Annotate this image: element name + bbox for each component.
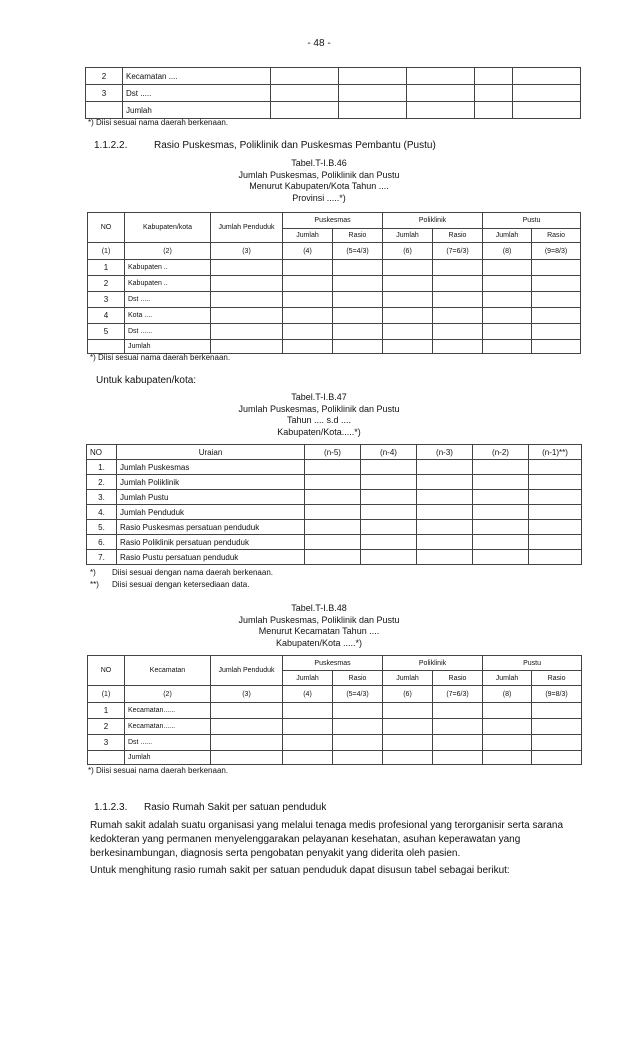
cell-empty [211,324,283,340]
table46-note: *) Diisi sesuai nama daerah berkenaan. [90,353,231,362]
cell-empty [417,475,473,490]
cell-no: 3. [87,490,117,505]
cell-no: 7. [87,550,117,565]
cell-empty [532,260,581,276]
caption-line: Kabupaten/Kota.....*) [277,426,361,437]
cell-empty [383,340,433,354]
cell-label: Kecamatan...... [125,719,211,735]
cell-empty [383,751,433,765]
col-sub: Rasio [333,229,383,243]
cell-empty [333,324,383,340]
cell-empty [483,719,532,735]
cell-empty [383,735,433,751]
cell-empty [529,505,582,520]
table47-body [87,460,582,565]
col-sub: Rasio [532,229,581,243]
section-number: 1.1.2.2. [94,140,128,151]
col-group-poliklinik: Poliklinik [383,213,483,229]
col-group-poliklinik: Poliklinik [383,656,483,671]
caption-line: Kabupaten/Kota .....*) [275,637,363,648]
cell-empty [333,735,383,751]
col-year: (n-4) [361,445,417,460]
caption-line: Tabel.T-I.B.46 [291,158,347,168]
cell-empty [513,85,581,102]
cell-empty [483,751,532,765]
table-row [87,520,582,535]
cell-no: 2 [88,719,125,735]
cell-empty [361,535,417,550]
cell-empty [333,308,383,324]
col-index: (2) [125,686,211,703]
table-row [88,719,582,735]
col-index: (2) [125,243,211,260]
cell-label: Kabupaten .. [125,260,211,276]
cell-empty [333,703,383,719]
cell-empty [383,308,433,324]
table-row [88,735,582,751]
cell-empty [433,751,483,765]
table-row [88,703,582,719]
cell-empty [529,520,582,535]
cell-no: 3 [88,735,125,751]
col-sub: Rasio [333,671,383,686]
col-year: (n-5) [305,445,361,460]
cell-no: 4. [87,505,117,520]
cell-empty [361,505,417,520]
table-row [88,751,582,765]
index-row [88,686,582,703]
cell-empty [271,85,339,102]
cell-label: Jumlah Penduduk [117,505,305,520]
cell-empty [532,324,581,340]
cell-empty [211,735,283,751]
cell-empty [211,751,283,765]
col-description: Uraian [117,445,305,460]
col-index: (9=8/3) [532,243,581,260]
cell-empty [473,460,529,475]
cell-empty [283,308,333,324]
cell-label: Jumlah Pustu [117,490,305,505]
cell-empty [433,308,483,324]
table-row [88,340,581,354]
cell-no: 1 [88,260,125,276]
cell-label: Jumlah [123,102,271,119]
cell-label: Dst ..... [125,292,211,308]
table48 [87,655,582,765]
col-index: (4) [283,686,333,703]
table-continued [85,67,581,119]
col-index: (7=6/3) [433,686,483,703]
cell-empty [433,703,483,719]
cell-empty [383,324,433,340]
cell-empty [305,490,361,505]
col-region: Kecamatan [125,656,211,686]
cell-empty [433,735,483,751]
cell-empty [211,292,283,308]
cell-label: Rasio Pustu persatuan penduduk [117,550,305,565]
cell-empty [283,292,333,308]
cell-label: Kecamatan...... [125,703,211,719]
caption-line: Provinsi .....*) [292,192,346,203]
cell-label: Jumlah [125,751,211,765]
col-index: (6) [383,686,433,703]
cell-empty [532,703,582,719]
cell-empty [283,703,333,719]
cell-empty [339,102,407,119]
col-sub: Rasio [532,671,582,686]
cell-empty [383,292,433,308]
col-sub: Jumlah [383,671,433,686]
col-region: Kabupaten/kota [125,213,211,243]
cell-empty [433,340,483,354]
table48-body [88,703,582,765]
cell-empty [339,85,407,102]
cell-label: Dst ..... [123,85,271,102]
cell-empty [211,703,283,719]
subhead: Untuk kabupaten/kota: [96,375,197,386]
cell-empty [407,102,475,119]
cell-empty [333,719,383,735]
cell-empty [305,460,361,475]
cell-empty [475,85,513,102]
cell-empty [475,68,513,85]
col-sub: Jumlah [283,229,333,243]
section-title: Rasio Puskesmas, Poliklinik dan Puskesmas Pembantu (Pustu) [154,140,436,151]
table-row [87,460,582,475]
cell-empty [433,719,483,735]
cell-label: Rasio Puskesmas persatuan penduduk [117,520,305,535]
col-sub: Jumlah [483,671,532,686]
cell-empty [417,490,473,505]
cell-empty [417,550,473,565]
cell-empty [433,292,483,308]
col-index: (5=4/3) [333,686,383,703]
cell-no [88,340,125,354]
cell-empty [305,550,361,565]
cell-empty [283,324,333,340]
table46-caption [0,158,638,204]
cell-empty [483,324,532,340]
cell-empty [513,102,581,119]
cell-empty [283,751,333,765]
col-index: (8) [483,686,532,703]
cell-empty [361,520,417,535]
caption-line: Tahun .... s.d .... [286,415,352,425]
cell-label: Kecamatan .... [123,68,271,85]
cell-label: Jumlah Poliklinik [117,475,305,490]
cell-empty [333,340,383,354]
index-row [88,243,581,260]
table48-note: *) Diisi sesuai nama daerah berkenaan. [88,766,229,775]
table-continued-body [86,68,581,119]
cell-empty [361,550,417,565]
cell-empty [361,475,417,490]
cell-no [88,751,125,765]
cell-no: 1. [87,460,117,475]
table46 [87,212,581,354]
cell-empty [532,719,582,735]
table-row [87,505,582,520]
cell-empty [483,276,532,292]
cell-empty [417,505,473,520]
col-index: (3) [211,243,283,260]
col-no: NO [88,656,125,686]
cell-label: Rasio Poliklinik persatuan penduduk [117,535,305,550]
cell-empty [383,260,433,276]
cell-empty [283,260,333,276]
caption-line: Tabel.T-I.B.47 [291,392,347,402]
cell-empty [383,719,433,735]
table47-note-2 [90,580,249,589]
cell-empty [283,340,333,354]
cell-empty [305,505,361,520]
col-index: (6) [383,243,433,260]
table-row [86,102,581,119]
cell-empty [383,276,433,292]
cell-empty [271,102,339,119]
col-index: (9=8/3) [532,686,582,703]
cell-empty [513,68,581,85]
cell-empty [211,340,283,354]
cell-no: 2 [86,68,123,85]
cell-empty [532,735,582,751]
table-continued-note: *) Diisi sesuai nama daerah berkenaan. [88,118,229,127]
cell-no: 5. [87,520,117,535]
col-year: (n-1)**) [529,445,582,460]
section-number: 1.1.2.3. [94,802,128,813]
cell-empty [529,475,582,490]
cell-no: 6. [87,535,117,550]
col-index: (1) [88,686,125,703]
caption-line: Menurut Kabupaten/Kota Tahun .... [249,181,389,191]
cell-empty [433,324,483,340]
cell-empty [433,276,483,292]
caption-line: Tabel.T-I.B.48 [291,603,347,613]
cell-empty [407,85,475,102]
cell-empty [529,550,582,565]
cell-empty [333,276,383,292]
cell-empty [532,340,581,354]
section-title: Rasio Rumah Sakit per satuan penduduk [144,802,327,813]
cell-empty [211,308,283,324]
cell-no [86,102,123,119]
table46-body [88,260,581,354]
cell-empty [433,260,483,276]
table47-caption [0,392,638,438]
table-row [88,324,581,340]
table-row [87,550,582,565]
cell-empty [473,490,529,505]
cell-empty [283,719,333,735]
cell-empty [483,703,532,719]
cell-empty [473,535,529,550]
table47-note-1 [90,568,273,577]
cell-empty [283,276,333,292]
cell-empty [211,260,283,276]
note-text: Diisi sesuai dengan ketersediaan data. [112,580,250,589]
col-sub: Rasio [433,229,483,243]
cell-label: Jumlah [125,340,211,354]
col-no: NO [88,213,125,243]
cell-empty [483,308,532,324]
cell-empty [339,68,407,85]
note-mark: *) [90,568,96,577]
cell-empty [305,520,361,535]
cell-empty [475,102,513,119]
table48-caption [0,603,638,649]
col-no: NO [87,445,117,460]
cell-empty [483,260,532,276]
col-group-pustu: Pustu [483,656,582,671]
col-index: (5=4/3) [333,243,383,260]
cell-empty [473,520,529,535]
cell-empty [333,751,383,765]
cell-no: 2 [88,276,125,292]
cell-empty [333,260,383,276]
col-sub: Jumlah [483,229,532,243]
table-row [86,68,581,85]
cell-no: 3 [86,85,123,102]
col-sub: Rasio [433,671,483,686]
cell-empty [532,276,581,292]
cell-empty [417,460,473,475]
cell-no: 1 [88,703,125,719]
col-index: (4) [283,243,333,260]
cell-empty [283,735,333,751]
cell-empty [407,68,475,85]
cell-empty [473,475,529,490]
cell-label: Dst ...... [125,735,211,751]
note-mark: **) [90,580,99,589]
col-group-puskesmas: Puskesmas [283,656,383,671]
cell-empty [532,308,581,324]
caption-line: Jumlah Puskesmas, Poliklinik dan Pustu [238,403,400,414]
col-index: (7=6/3) [433,243,483,260]
cell-empty [211,276,283,292]
table47 [86,444,582,565]
table-row [86,85,581,102]
col-population: Jumlah Penduduk [211,213,283,243]
caption-line: Jumlah Puskesmas, Poliklinik dan Pustu [238,614,400,625]
cell-no: 4 [88,308,125,324]
cell-label: Kabupaten .. [125,276,211,292]
caption-line: Menurut Kecamatan Tahun .... [258,626,380,636]
cell-no: 2. [87,475,117,490]
note-text: Diisi sesuai dengan nama daerah berkenaan. [112,568,273,577]
cell-empty [305,475,361,490]
table-row [88,276,581,292]
cell-no: 3 [88,292,125,308]
cell-empty [417,520,473,535]
table-row [87,490,582,505]
cell-empty [333,292,383,308]
cell-no: 5 [88,324,125,340]
cell-empty [211,719,283,735]
col-sub: Jumlah [383,229,433,243]
col-sub: Jumlah [283,671,333,686]
col-index: (3) [211,686,283,703]
cell-empty [417,535,473,550]
cell-empty [529,535,582,550]
cell-empty [473,505,529,520]
page-number: - 48 - [307,38,331,49]
cell-empty [305,535,361,550]
paragraph: Rumah sakit adalah suatu organisasi yang melalui tenaga medis profesional yang terorganisir serta sarana kedokteran yang permanen menyelenggarakan pelayanan kesehatan, asuhan keperawatan yang berkesinambungan, diagnosis serta pengobatan penyakit yang diderita oleh pasien. [90,820,564,859]
cell-empty [529,460,582,475]
cell-empty [473,550,529,565]
cell-label: Kota .... [125,308,211,324]
col-index: (8) [483,243,532,260]
cell-label: Dst ...... [125,324,211,340]
table-row [87,535,582,550]
cell-empty [271,68,339,85]
cell-empty [361,490,417,505]
cell-empty [383,703,433,719]
cell-empty [483,340,532,354]
col-group-pustu: Pustu [483,213,581,229]
cell-empty [529,490,582,505]
caption-line: Jumlah Puskesmas, Poliklinik dan Pustu [238,169,400,180]
cell-label: Jumlah Puskesmas [117,460,305,475]
cell-empty [532,292,581,308]
cell-empty [532,751,582,765]
table-row [87,475,582,490]
col-group-puskesmas: Puskesmas [283,213,383,229]
col-index: (1) [88,243,125,260]
cell-empty [361,460,417,475]
paragraph: Untuk menghitung rasio rumah sakit per satuan penduduk dapat disusun tabel sebagai berikut: [90,865,510,876]
table-row [88,260,581,276]
col-year: (n-3) [417,445,473,460]
table-row [88,308,581,324]
col-year: (n-2) [473,445,529,460]
cell-empty [483,292,532,308]
col-population: Jumlah Penduduk [211,656,283,686]
table-row [88,292,581,308]
cell-empty [483,735,532,751]
